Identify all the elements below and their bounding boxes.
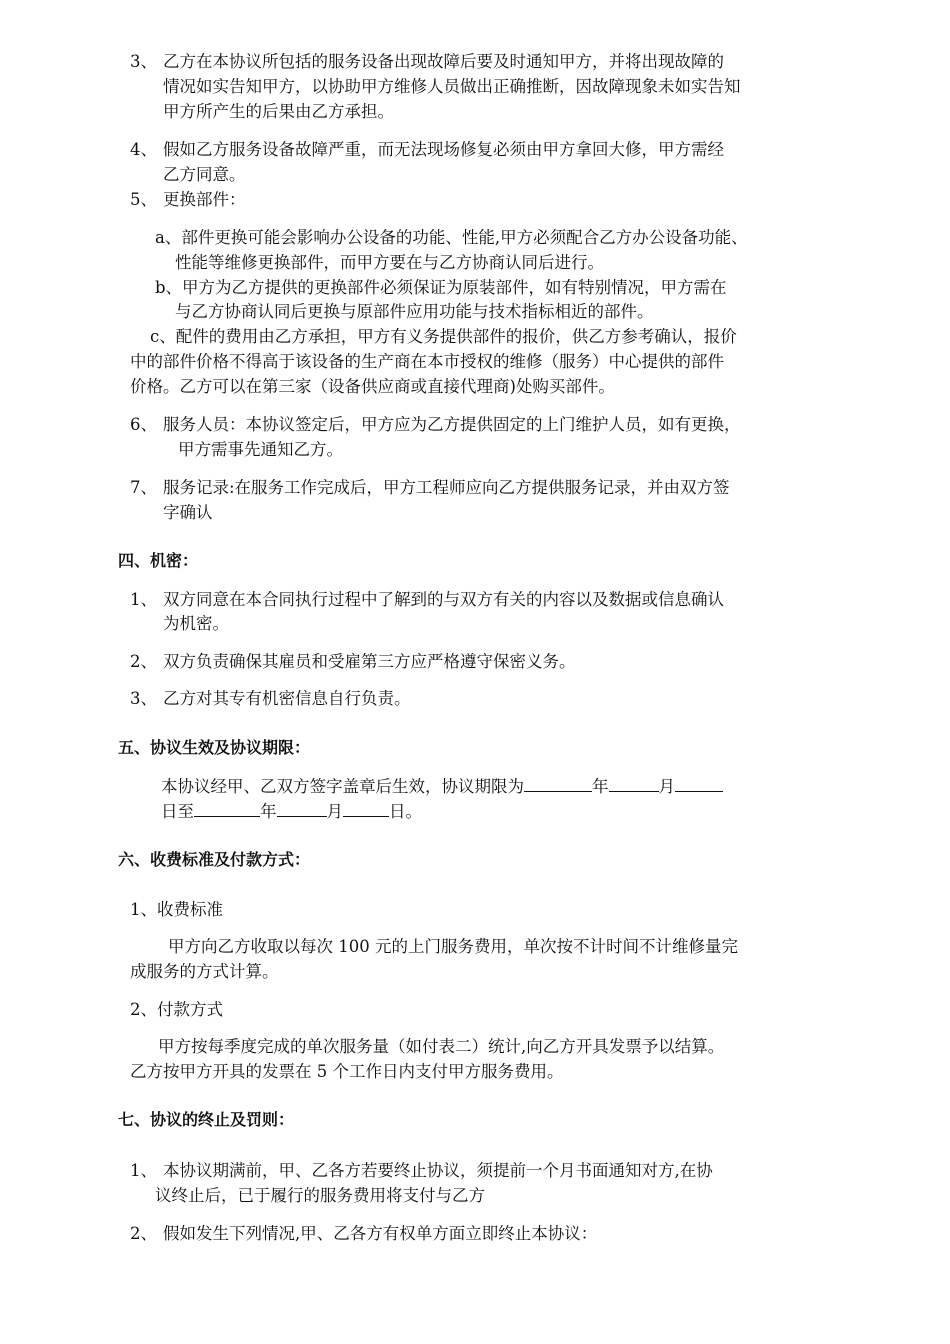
fill-blank-year[interactable] [524,775,592,792]
sub-clause-text: 与乙方协商认同后更换与原部件应用功能与技术指标相近的部件。 [175,302,654,321]
item-number: 3、 [130,52,157,71]
clause-text: 服务人员：本协议签定后，甲方应为乙方提供固定的上门维护人员，如有更换， [163,415,741,434]
clause-text: 字确认 [163,503,213,522]
section-heading: 六、收费标准及付款方式： [118,850,311,869]
paragraph-text: 甲方按每季度完成的单次服务量（如付表二）统计,向乙方开具发票予以结算。 [158,1037,725,1056]
sub-clause-text: 价格。乙方可以在第三家（设备供应商或直接代理商)处购买部件。 [130,377,615,396]
item-number: 1、 [130,590,157,609]
clause-text: 乙方对其专有机密信息自行负责。 [163,689,411,708]
clause-text: 假如乙方服务设备故障严重，而无法现场修复必须由甲方拿回大修，甲方需经 [163,140,724,159]
clause-text: 议终止后，已于履行的服务费用将支付与乙方 [155,1186,485,1205]
clause-text: 乙方在本协议所包括的服务设备出现故障后要及时通知甲方，并将出现故障的 [163,52,724,71]
item-number: 6、 [130,415,157,434]
term-line [161,800,422,822]
section-heading: 五、协议生效及协议期限： [118,738,311,757]
paragraph-text: 成服务的方式计算。 [130,962,279,981]
paragraph-text: 甲方向乙方收取以每次 100 元的上门服务费用，单次按不计时间不计维修量完 [168,937,738,956]
clause-text: 服务记录:在服务工作完成后，甲方工程师应向乙方提供服务记录，并由双方签 [163,478,730,497]
sub-heading: 2、付款方式 [130,1000,223,1019]
month-label: 月 [326,802,343,821]
fill-blank-month[interactable] [277,800,327,817]
day-end-label: 日。 [389,802,422,821]
clause-text: 双方同意在本合同执行过程中了解到的与双方有关的内容以及数据或信息确认 [163,590,724,609]
clause-text: 情况如实告知甲方，以协助甲方维修人员做出正确推断，因故障现象未如实告知 [163,77,741,96]
fill-blank-year[interactable] [194,800,260,817]
sub-clause-text: 中的部件价格不得高于该设备的生产商在本市授权的维修（服务）中心提供的部件 [130,352,724,371]
sub-heading: 1、收费标准 [130,900,223,919]
clause-text: 假如发生下列情况,甲、乙各方有权单方面立即终止本协议： [163,1224,598,1243]
sub-clause-text: 性能等维修更换部件，而甲方要在与乙方协商认同后进行。 [175,253,604,272]
clause-text: 甲方需事先通知乙方。 [178,440,343,459]
sub-clause-text: b、甲方为乙方提供的更换部件必须保证为原装部件，如有特别情况，甲方需在 [155,278,727,297]
paragraph-text: 乙方按甲方开具的发票在 5 个工作日内支付甲方服务费用。 [130,1062,564,1081]
clause-text: 更换部件： [163,190,246,209]
year-label: 年 [260,802,277,821]
item-number: 3、 [130,689,157,708]
clause-text: 为机密。 [163,614,229,633]
month-label: 月 [658,777,675,796]
clause-text: 双方负责确保其雇员和受雇第三方应严格遵守保密义务。 [163,652,576,671]
sub-clause-text: c、配件的费用由乙方承担，甲方有义务提供部件的报价，供乙方参考确认，报价 [150,327,737,346]
section-heading: 四、机密： [118,551,199,570]
fill-blank-month[interactable] [609,775,659,792]
item-number: 2、 [130,1224,157,1243]
clause-text: 甲方所产生的后果由乙方承担。 [163,102,394,121]
fill-blank-day[interactable] [343,800,389,817]
item-number: 2、 [130,652,157,671]
year-label: 年 [592,777,609,796]
clause-text: 乙方同意。 [163,165,246,184]
term-line [161,775,723,797]
sub-clause-text: a、部件更换可能会影响办公设备的功能、性能,甲方必须配合乙方办公设备功能、 [155,228,748,247]
section-heading: 七、协议的终止及罚则： [118,1110,295,1129]
fill-blank-day[interactable] [675,775,723,792]
item-number: 1、 [130,1161,157,1180]
item-number: 4、 [130,140,157,159]
term-text: 本协议经甲、乙双方签字盖章后生效，协议期限为 [161,777,524,796]
item-number: 7、 [130,478,157,497]
item-number: 5、 [130,190,157,209]
day-to-label: 日至 [161,802,194,821]
clause-text: 本协议期满前，甲、乙各方若要终止协议，须提前一个月书面通知对方,在协 [163,1161,713,1180]
